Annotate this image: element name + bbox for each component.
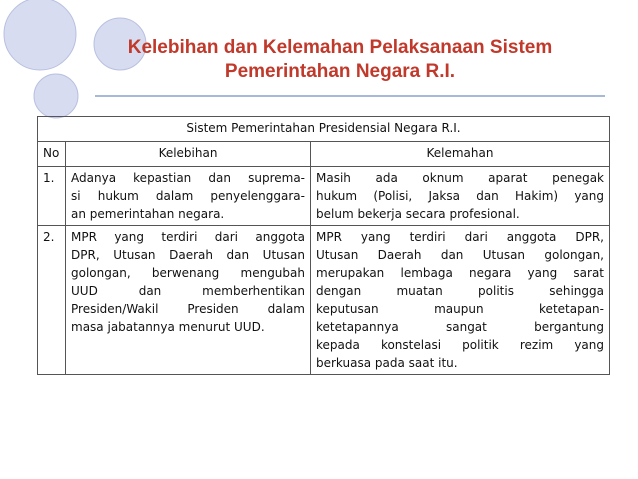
cell-line: keputusan maupun ketetapan- <box>316 302 604 316</box>
cell-line: hukum (Polisi, Jaksa dan Hakim) yang <box>316 189 604 203</box>
cell-line: Presiden/Wakil Presiden dalam <box>71 302 305 316</box>
cell-line: Utusan Daerah dan Utusan golongan, <box>316 248 604 262</box>
cell-line: golongan, berwenang mengubah <box>71 266 305 280</box>
title-underline <box>95 95 605 97</box>
cell-line: dengan muatan politis sehingga <box>316 284 604 298</box>
decor-circle-large <box>4 0 76 70</box>
cell-line: UUD dan memberhentikan <box>71 284 305 298</box>
cell-line: berkuasa pada saat itu. <box>316 356 458 370</box>
cell-line: MPR yang terdiri dari anggota <box>71 230 305 244</box>
cell-line: Masih ada oknum aparat penegak <box>316 171 604 185</box>
cell-line: MPR yang terdiri dari anggota DPR, <box>316 230 604 244</box>
cell-line: an pemerintahan negara. <box>71 207 225 221</box>
cell-line: belum bekerja secara profesional. <box>316 207 520 221</box>
table-caption-row <box>38 117 610 142</box>
kelemahan-cell <box>311 226 610 375</box>
header-kelemahan: Kelemahan <box>311 142 610 167</box>
kelebihan-cell <box>66 226 311 375</box>
cell-line: kepada konstelasi politik rezim yang <box>316 338 604 352</box>
comparison-table <box>37 116 610 375</box>
cell-line: si hukum dalam penyelenggara- <box>71 189 305 203</box>
table-caption: Sistem Pemerintahan Presidensial Negara R.I. <box>38 117 610 142</box>
cell-line: Adanya kepastian dan suprema- <box>71 171 305 185</box>
row-number: 2. <box>38 226 66 375</box>
page-title <box>70 36 610 84</box>
row-number: 1. <box>38 167 66 226</box>
cell-line: DPR, Utusan Daerah dan Utusan <box>71 248 305 262</box>
table-row <box>38 167 610 226</box>
table-header-row <box>38 142 610 167</box>
header-no: No <box>38 142 66 167</box>
kelebihan-cell <box>66 167 311 226</box>
cell-line: ketetapannya sangat bergantung <box>316 320 604 334</box>
cell-line: merupakan lembaga negara yang sarat <box>316 266 604 280</box>
table-row <box>38 226 610 375</box>
header-kelebihan: Kelebihan <box>66 142 311 167</box>
cell-line: masa jabatannya menurut UUD. <box>71 320 265 334</box>
title-line-2: Pemerintahan Negara R.I. <box>224 61 456 82</box>
title-line-1: Kelebihan dan Kelemahan Pelaksanaan Sistem <box>127 37 553 58</box>
kelemahan-cell <box>311 167 610 226</box>
